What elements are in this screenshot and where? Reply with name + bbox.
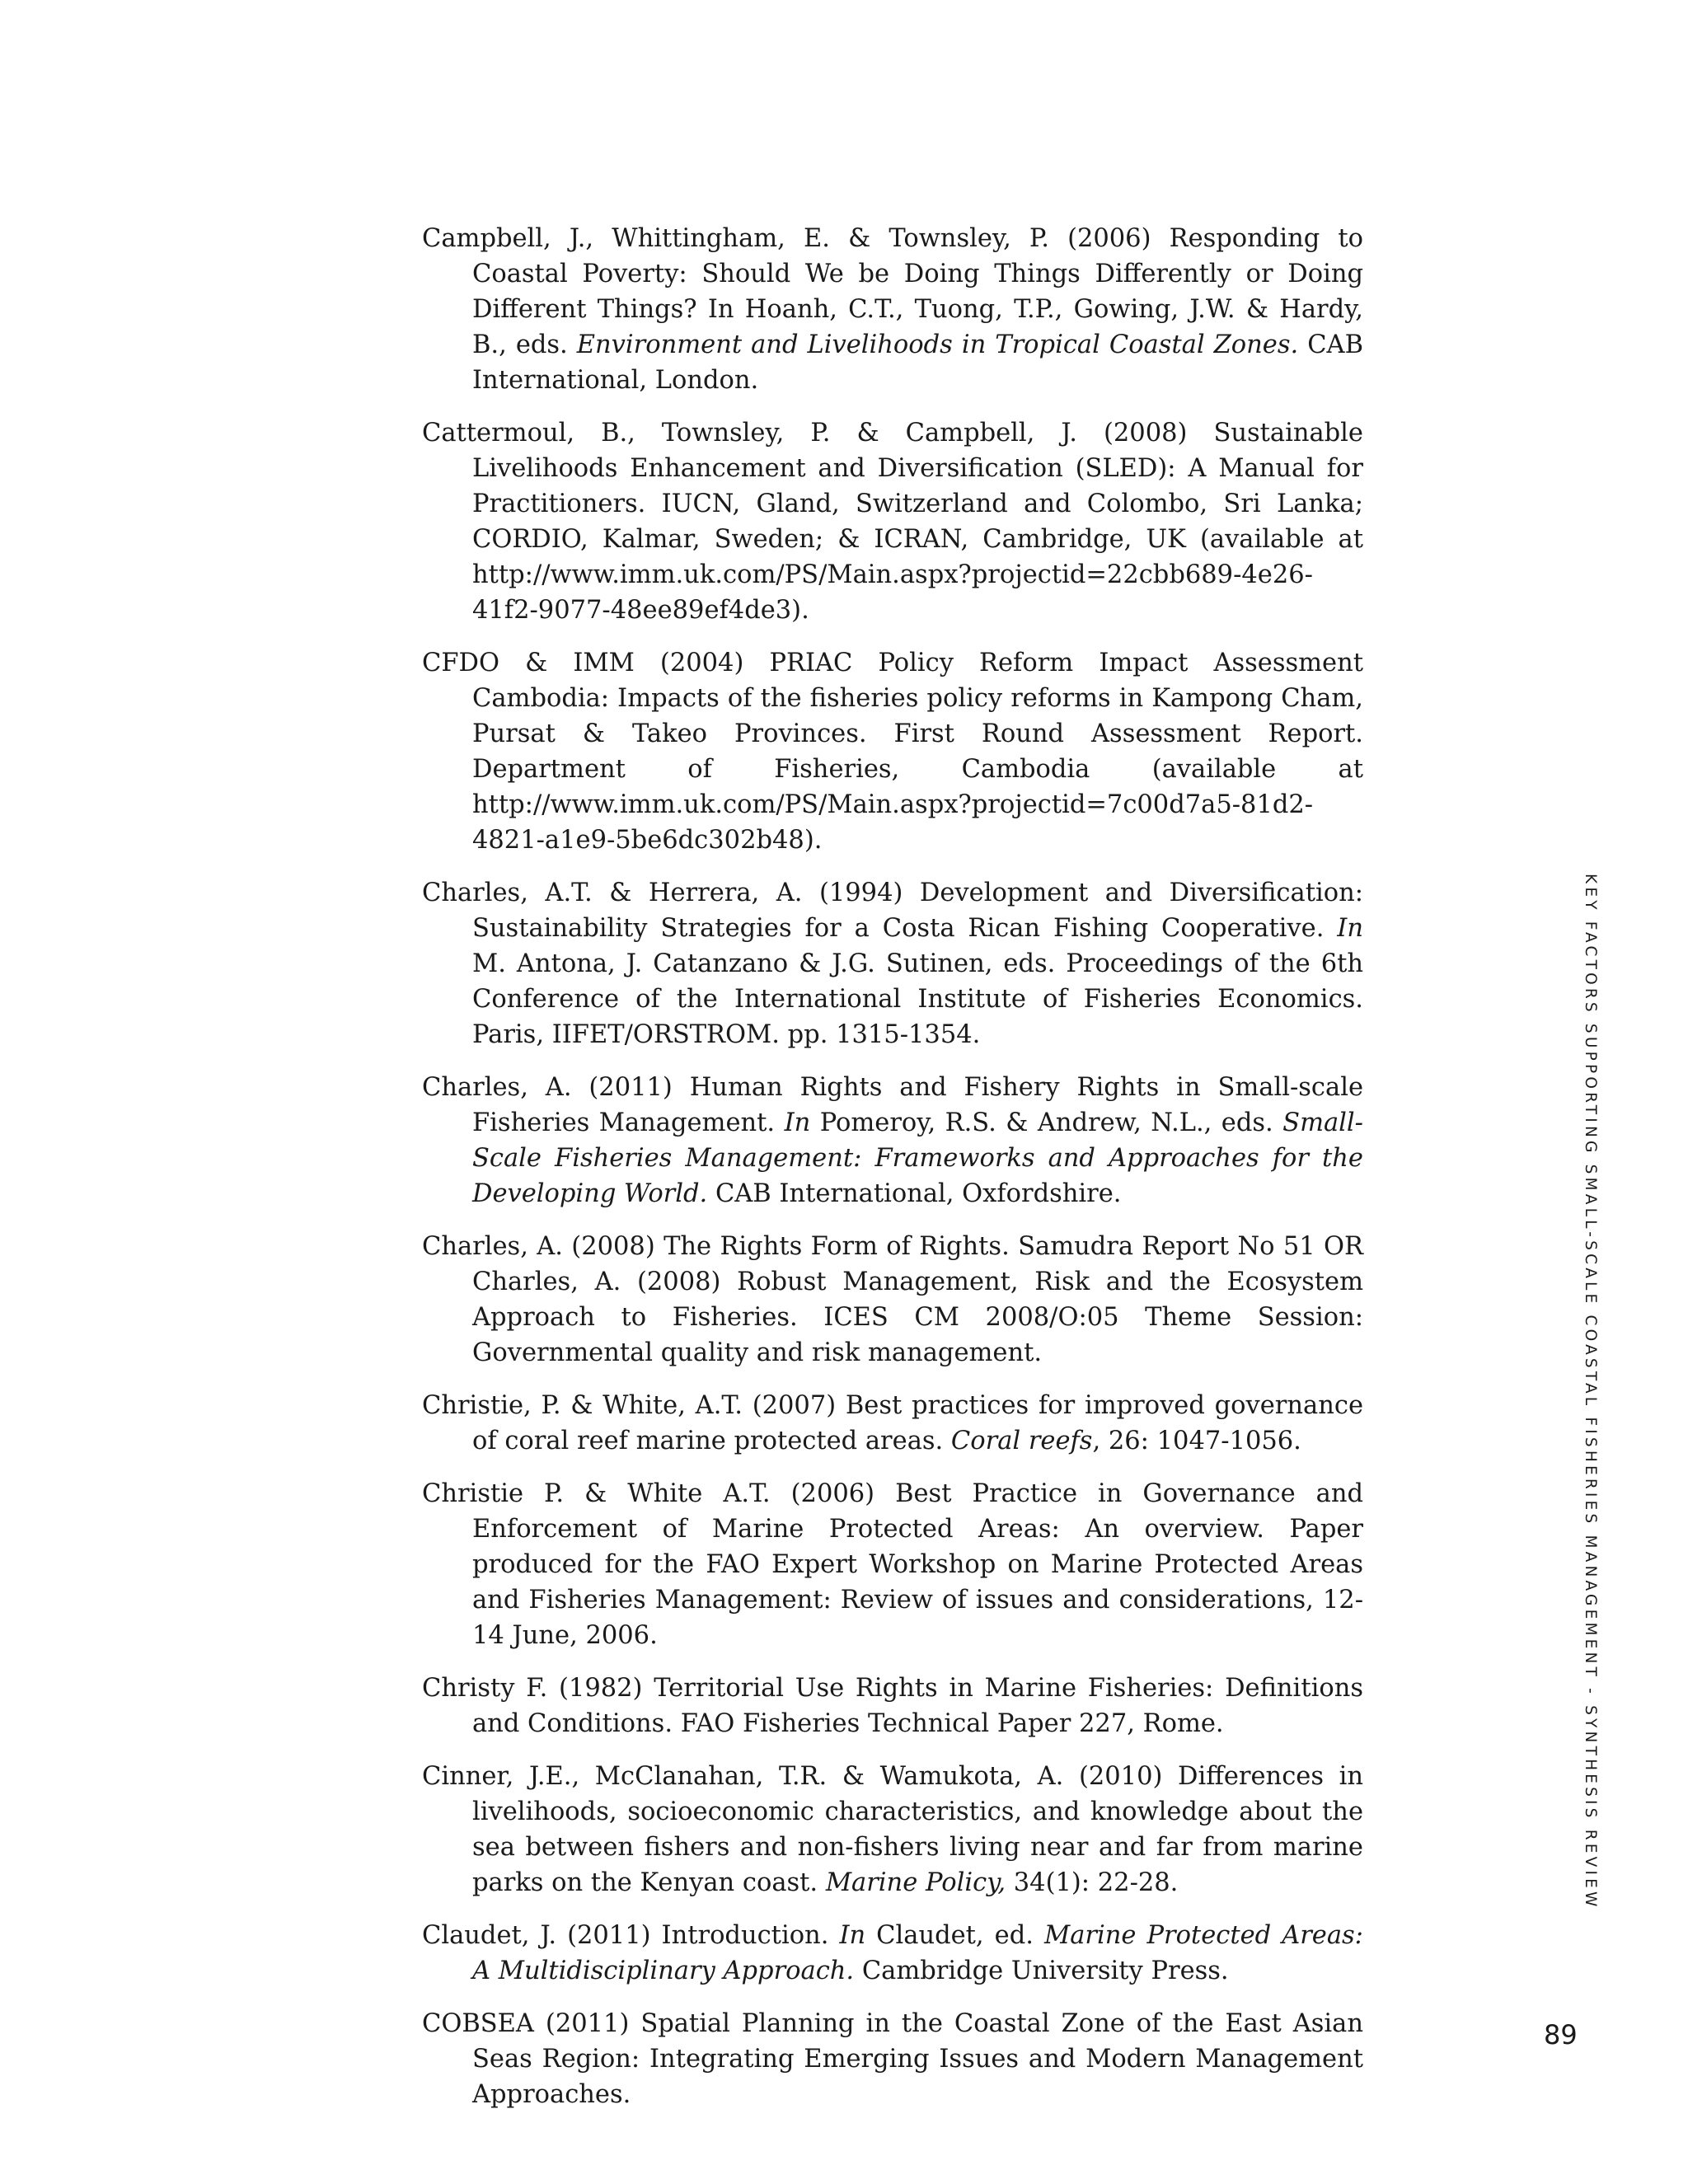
reference-text: CAB International, Oxfordshire. [707, 1179, 1122, 1208]
reference-entry [422, 415, 1363, 628]
reference-text: Cinner, J.E., McClanahan, T.R. & Wamukota, A. (2010) Differences in livelihoods, socioeconomic characteristics, and knowledge about the sea between fishers and non-fishers living near and far from marine parks on the Kenyan coast. [422, 1762, 1363, 1897]
reference-text: 34(1): 22-28. [1006, 1868, 1179, 1897]
reference-entry [422, 1759, 1363, 1900]
reference-text: CFDO & IMM (2004) PRIAC Policy Reform Impact Assessment Cambodia: Impacts of the fisheries policy reforms in Kampong Cham, Pursat & Takeo Provinces. First Round Assessment Report. Department of Fisheries, Cambodia (available at http://www.imm.uk.com/PS/Main.aspx?projectid=7c00d7a5-81d2-4821-a1e9-​5be6dc302b48). [422, 649, 1363, 855]
italic-text: Coral reefs [950, 1427, 1093, 1455]
reference-entry [422, 1070, 1363, 1212]
reference-text: Charles, A. (2008) The Rights Form of Rights. Samudra Report No 51 OR Charles, A. (2008) Robust Management, Risk and the Ecosystem Approach to Fisheries. ICES CM 2008/O:05 Theme Session: Governmental quality and risk management. [422, 1232, 1363, 1367]
reference-text: , 26: 1047-1056. [1092, 1427, 1301, 1455]
reference-entry [422, 221, 1363, 398]
reference-text: CAB International, London. [472, 330, 1363, 395]
page-number: 89 [1544, 2019, 1578, 2050]
italic-text: Environment and Livelihoods in Tropical Coastal Zones. [576, 330, 1299, 359]
reference-entry [422, 1671, 1363, 1741]
reference-text: COBSEA (2011) Spatial Planning in the Coastal Zone of the East Asian Seas Region: Integrating Emerging Issues and Modern Management Approaches. [422, 2009, 1363, 2109]
reference-text: Claudet, ed. [865, 1921, 1044, 1950]
reference-text: Pomeroy, R.S. & Andrew, N.L., eds. [810, 1108, 1283, 1137]
italic-text: Marine Policy, [825, 1868, 1006, 1897]
reference-list [422, 221, 1363, 2130]
italic-text: Marine Protected Areas: A Multidisciplinary Approach. [472, 1921, 1363, 1985]
reference-entry [422, 1918, 1363, 1989]
reference-entry [422, 1476, 1363, 1653]
italic-text: Small-Scale Fisheries Management: Frameworks and Approaches for the Developing World. [472, 1108, 1363, 1208]
reference-entry [422, 1388, 1363, 1459]
reference-entry [422, 1229, 1363, 1371]
reference-text: Cambridge University Press. [854, 1957, 1229, 1985]
reference-text: Cattermoul, B., Townsley, P. & Campbell, J. (2008) Sustainable Livelihoods Enhancement and Diversification (SLED): A Manual for Practitioners. IUCN, Gland, Switzerland and Colombo, Sri Lanka; CORDIO, Kalmar, Sweden; & ICRAN, Cambridge, UK (available at http://www.imm.uk.com/PS/Main.​aspx?projectid=22cbb689-4e26-41f2-9077-48ee89ef4de3). [422, 419, 1363, 625]
reference-text: Charles, A.T. & Herrera, A. (1994) Development and Diversification: Sustainability Strategies for a Costa Rican Fishing Cooperative. [422, 879, 1363, 943]
italic-text: In [839, 1921, 866, 1950]
reference-text: Claudet, J. (2011) Introduction. [422, 1921, 840, 1950]
reference-entry [422, 645, 1363, 858]
reference-text: M. Antona, J. Catanzano & J.G. Sutinen, eds. Proceedings of the 6th Conference of the International Institute of Fisheries Economics. Paris, IIFET/ORSTROM. pp. 1315-1354. [472, 949, 1363, 1049]
running-head: KEY FACTORS SUPPORTING SMALL-SCALE COASTAL FISHERIES MANAGEMENT - SYNTHESIS REVIEW [1582, 874, 1599, 1910]
italic-text: In [784, 1108, 811, 1137]
reference-text: Christy F. (1982) Territorial Use Rights in Marine Fisheries: Definitions and Conditions. FAO Fisheries Technical Paper 227, Rome. [422, 1674, 1363, 1738]
reference-entry [422, 2006, 1363, 2112]
reference-text: Campbell, J., Whittingham, E. & Townsley, P. (2006) Responding to Coastal Poverty: Should We be Doing Things Differently or Doing Different Things? In Hoanh, C.T., Tuong, T.P., Gowing, J.W. & Hardy, B., eds. [422, 224, 1363, 359]
reference-text: Christie P. & White A.T. (2006) Best Practice in Governance and Enforcement of Marine Protected Areas: An overview. Paper produced for the FAO Expert Workshop on Marine Protected Areas and Fisheries Management: Review of issues and considerations, 12-14 June, 2006. [422, 1479, 1363, 1650]
reference-text: Charles, A. (2011) Human Rights and Fishery Rights in Small-scale Fisheries Management. [422, 1073, 1363, 1137]
reference-text: Christie, P. & White, A.T. (2007) Best practices for improved governance of coral reef marine protected areas. [422, 1391, 1363, 1455]
reference-entry [422, 875, 1363, 1052]
italic-text: In [1337, 914, 1363, 943]
